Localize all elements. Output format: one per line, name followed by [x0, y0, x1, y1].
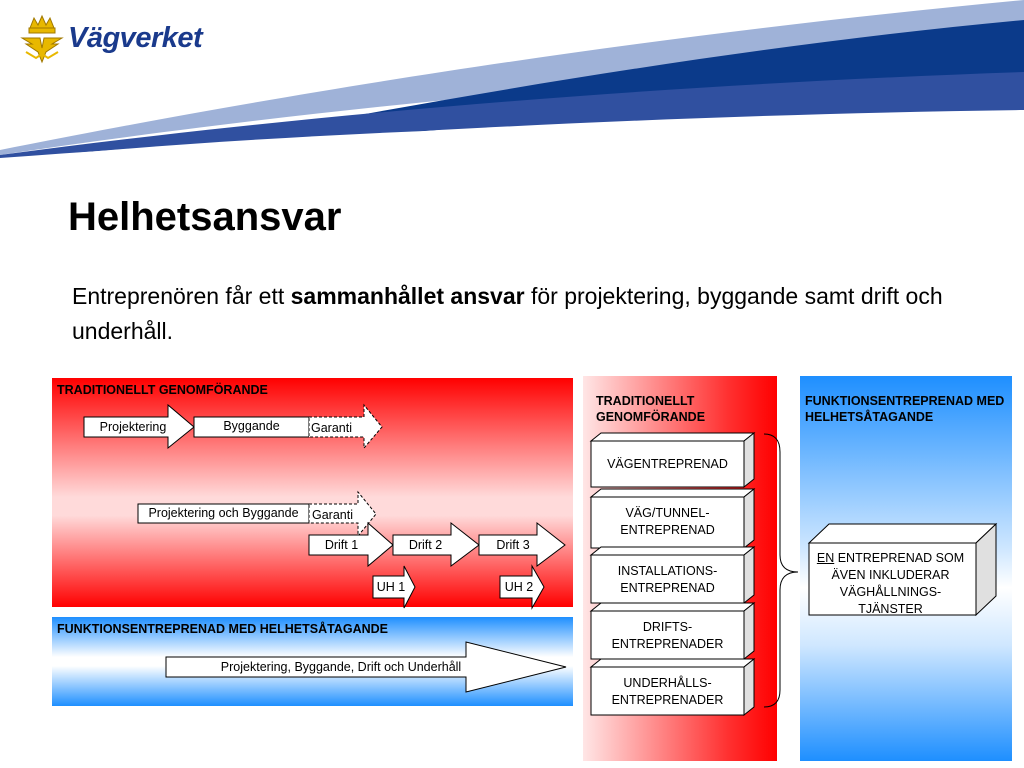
page-title: Helhetsansvar — [68, 195, 342, 239]
drift-1-label: Drift 1 — [324, 538, 359, 552]
drift-3-label: Drift 3 — [496, 538, 530, 552]
projektering-label: Projektering — [99, 420, 167, 434]
traditional-contracts-title: TRADITIONELLT GENOMFÖRANDE — [596, 394, 706, 424]
single-contract-label — [814, 550, 967, 618]
intro-part1: Entreprenören får ett — [72, 283, 291, 309]
contract-box-3-label: INSTALLATIONS-ENTREPRENAD — [617, 564, 718, 595]
garanti-label-2: Garanti — [312, 508, 353, 522]
contract-box-2-label: VÄG/TUNNEL-ENTREPRENAD — [620, 506, 715, 537]
single-contract-underlined: EN — [816, 551, 835, 565]
garanti-label-1: Garanti — [311, 421, 352, 435]
logo-text: Vägverket — [68, 22, 203, 54]
uh-2-label: UH 2 — [504, 580, 534, 594]
uh-1-label: UH 1 — [376, 580, 406, 594]
grouping-brace — [764, 434, 798, 707]
contract-box-1-label: VÄGENTREPRENAD — [607, 457, 728, 471]
intro-part2: för projektering, byggande samt drift och underhåll. — [72, 283, 943, 344]
functional-arrow-label: Projektering, Byggande, Drift och Underhåll — [220, 660, 462, 674]
intro-bold: sammanhållet ansvar — [290, 283, 525, 309]
byggande-label: Byggande — [223, 419, 280, 433]
functional-contract-title: FUNKTIONSENTREPRENAD MED HELHETSÅTAGANDE — [805, 394, 1005, 424]
functional-panel-title: FUNKTIONSENTREPRENAD MED HELHETSÅTAGANDE — [57, 622, 389, 636]
single-contract-text: ENTREPRENAD SOM ÄVEN INKLUDERAR VÄGHÅLLNINGS-TJÄNSTER — [831, 551, 965, 616]
drift-2-label: Drift 2 — [408, 538, 443, 552]
projektering-byggande-label: Projektering och Byggande — [148, 506, 299, 520]
contract-box-4-label: DRIFTS-ENTREPRENADER — [611, 620, 724, 651]
contract-box-5-label: UNDERHÅLLS-ENTREPRENADER — [611, 676, 724, 707]
traditional-panel-title: TRADITIONELLT GENOMFÖRANDE — [57, 383, 268, 397]
